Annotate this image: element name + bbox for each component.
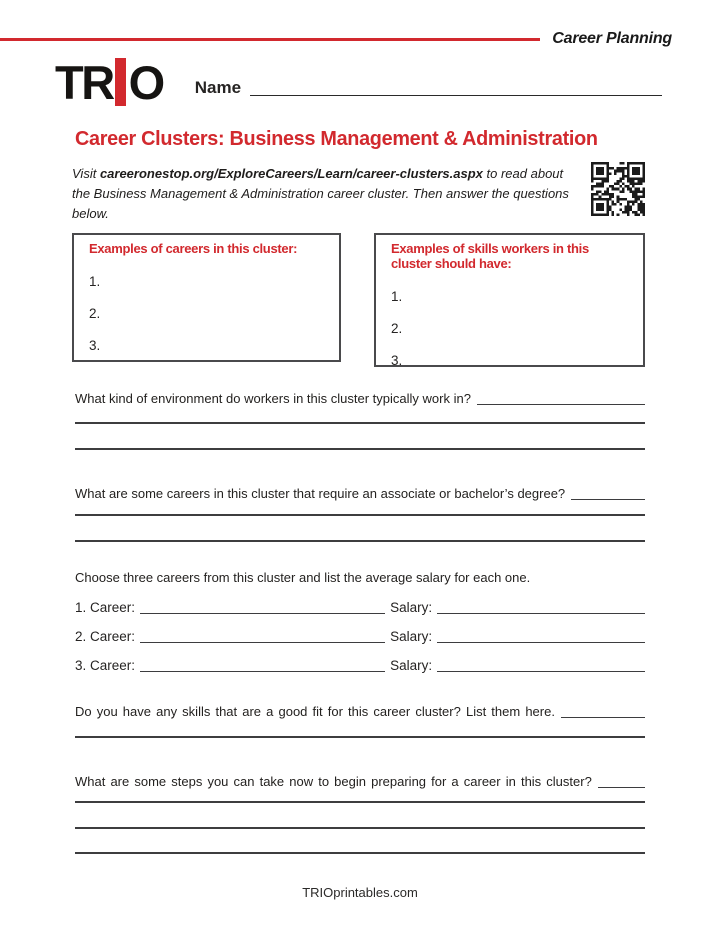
header-red-rule [0, 38, 540, 41]
question-choose-careers-text: Choose three careers from this cluster and list the average salary for each one. [75, 570, 531, 586]
logo-letter-o: O [128, 56, 163, 109]
careers-box-item: 1. [89, 273, 101, 289]
skills-box-item: 3. [391, 352, 403, 368]
salary-blank [437, 613, 645, 614]
question-environment-text: What kind of environment do workers in this cluster typically work in? [75, 391, 471, 407]
worksheet-title: Career Clusters: Business Management & Administration [75, 128, 598, 150]
qr-code [591, 162, 645, 216]
salary-label: Salary: [390, 658, 433, 674]
career-salary-row [75, 629, 645, 645]
career-label: 2. Career: [75, 629, 136, 645]
careers-box-item: 2. [89, 305, 101, 321]
answer-line [75, 829, 645, 854]
answer-blank [571, 499, 645, 500]
question-skills-fit-text: Do you have any skills that are a good fit for this career cluster? List them here. [75, 704, 555, 720]
logo-name-row [55, 56, 662, 109]
logo-letters-tr: TR [55, 56, 113, 109]
skills-box-heading: Examples of skills workers in this cluster should have: [391, 241, 589, 271]
name-field-row [195, 79, 662, 106]
career-label: 3. Career: [75, 658, 136, 674]
question-skills-fit [75, 704, 645, 720]
question-degree-text: What are some careers in this cluster that require an associate or bachelor’s degree? [75, 486, 566, 502]
career-salary-row [75, 600, 645, 616]
skills-box-item: 1. [391, 288, 403, 304]
intro-post: to read about the Business Management & Administration career cluster. Then answer the questions below. [72, 166, 569, 222]
logo-letter-i [115, 58, 126, 106]
intro-url: careeronestop.org/ExploreCareers/Learn/career-clusters.aspx [99, 166, 483, 181]
salary-label: Salary: [390, 600, 433, 616]
answer-blank [598, 787, 645, 788]
careers-box-item: 3. [89, 337, 101, 353]
answer-blank [477, 404, 645, 405]
career-label: 1. Career: [75, 600, 136, 616]
answer-line [75, 424, 645, 450]
careers-box [72, 233, 341, 362]
answer-line [75, 720, 645, 738]
career-blank [140, 613, 385, 614]
intro-pre: Visit [72, 166, 100, 181]
intro-section [72, 164, 645, 224]
careers-box-heading: Examples of careers in this cluster: [89, 241, 298, 257]
name-blank-line [250, 95, 662, 96]
salary-blank [437, 671, 645, 672]
answer-line [75, 790, 645, 803]
question-environment [75, 391, 645, 407]
question-steps-text: What are some steps you can take now to begin preparing for a career in this cluster? [75, 774, 592, 790]
name-label: Name [194, 78, 242, 97]
career-blank [140, 671, 385, 672]
skills-box-item: 2. [391, 320, 403, 336]
example-boxes [72, 233, 645, 367]
answer-line [75, 803, 645, 829]
salary-label: Salary: [390, 629, 433, 645]
footer-url: TRIOprintables.com [302, 885, 418, 901]
trio-logo [55, 56, 163, 109]
skills-box [374, 233, 645, 367]
salary-blank [437, 642, 645, 643]
question-steps [75, 774, 645, 790]
answer-line [75, 516, 645, 542]
answer-line [75, 407, 645, 424]
career-salary-row [75, 658, 645, 674]
page-header [0, 30, 720, 48]
question-degree [75, 486, 645, 502]
career-blank [140, 642, 385, 643]
answer-line [75, 502, 645, 516]
career-planning-label: Career Planning [552, 30, 672, 47]
answer-blank [561, 717, 645, 718]
intro-text [72, 164, 577, 224]
question-choose-careers [75, 570, 645, 586]
